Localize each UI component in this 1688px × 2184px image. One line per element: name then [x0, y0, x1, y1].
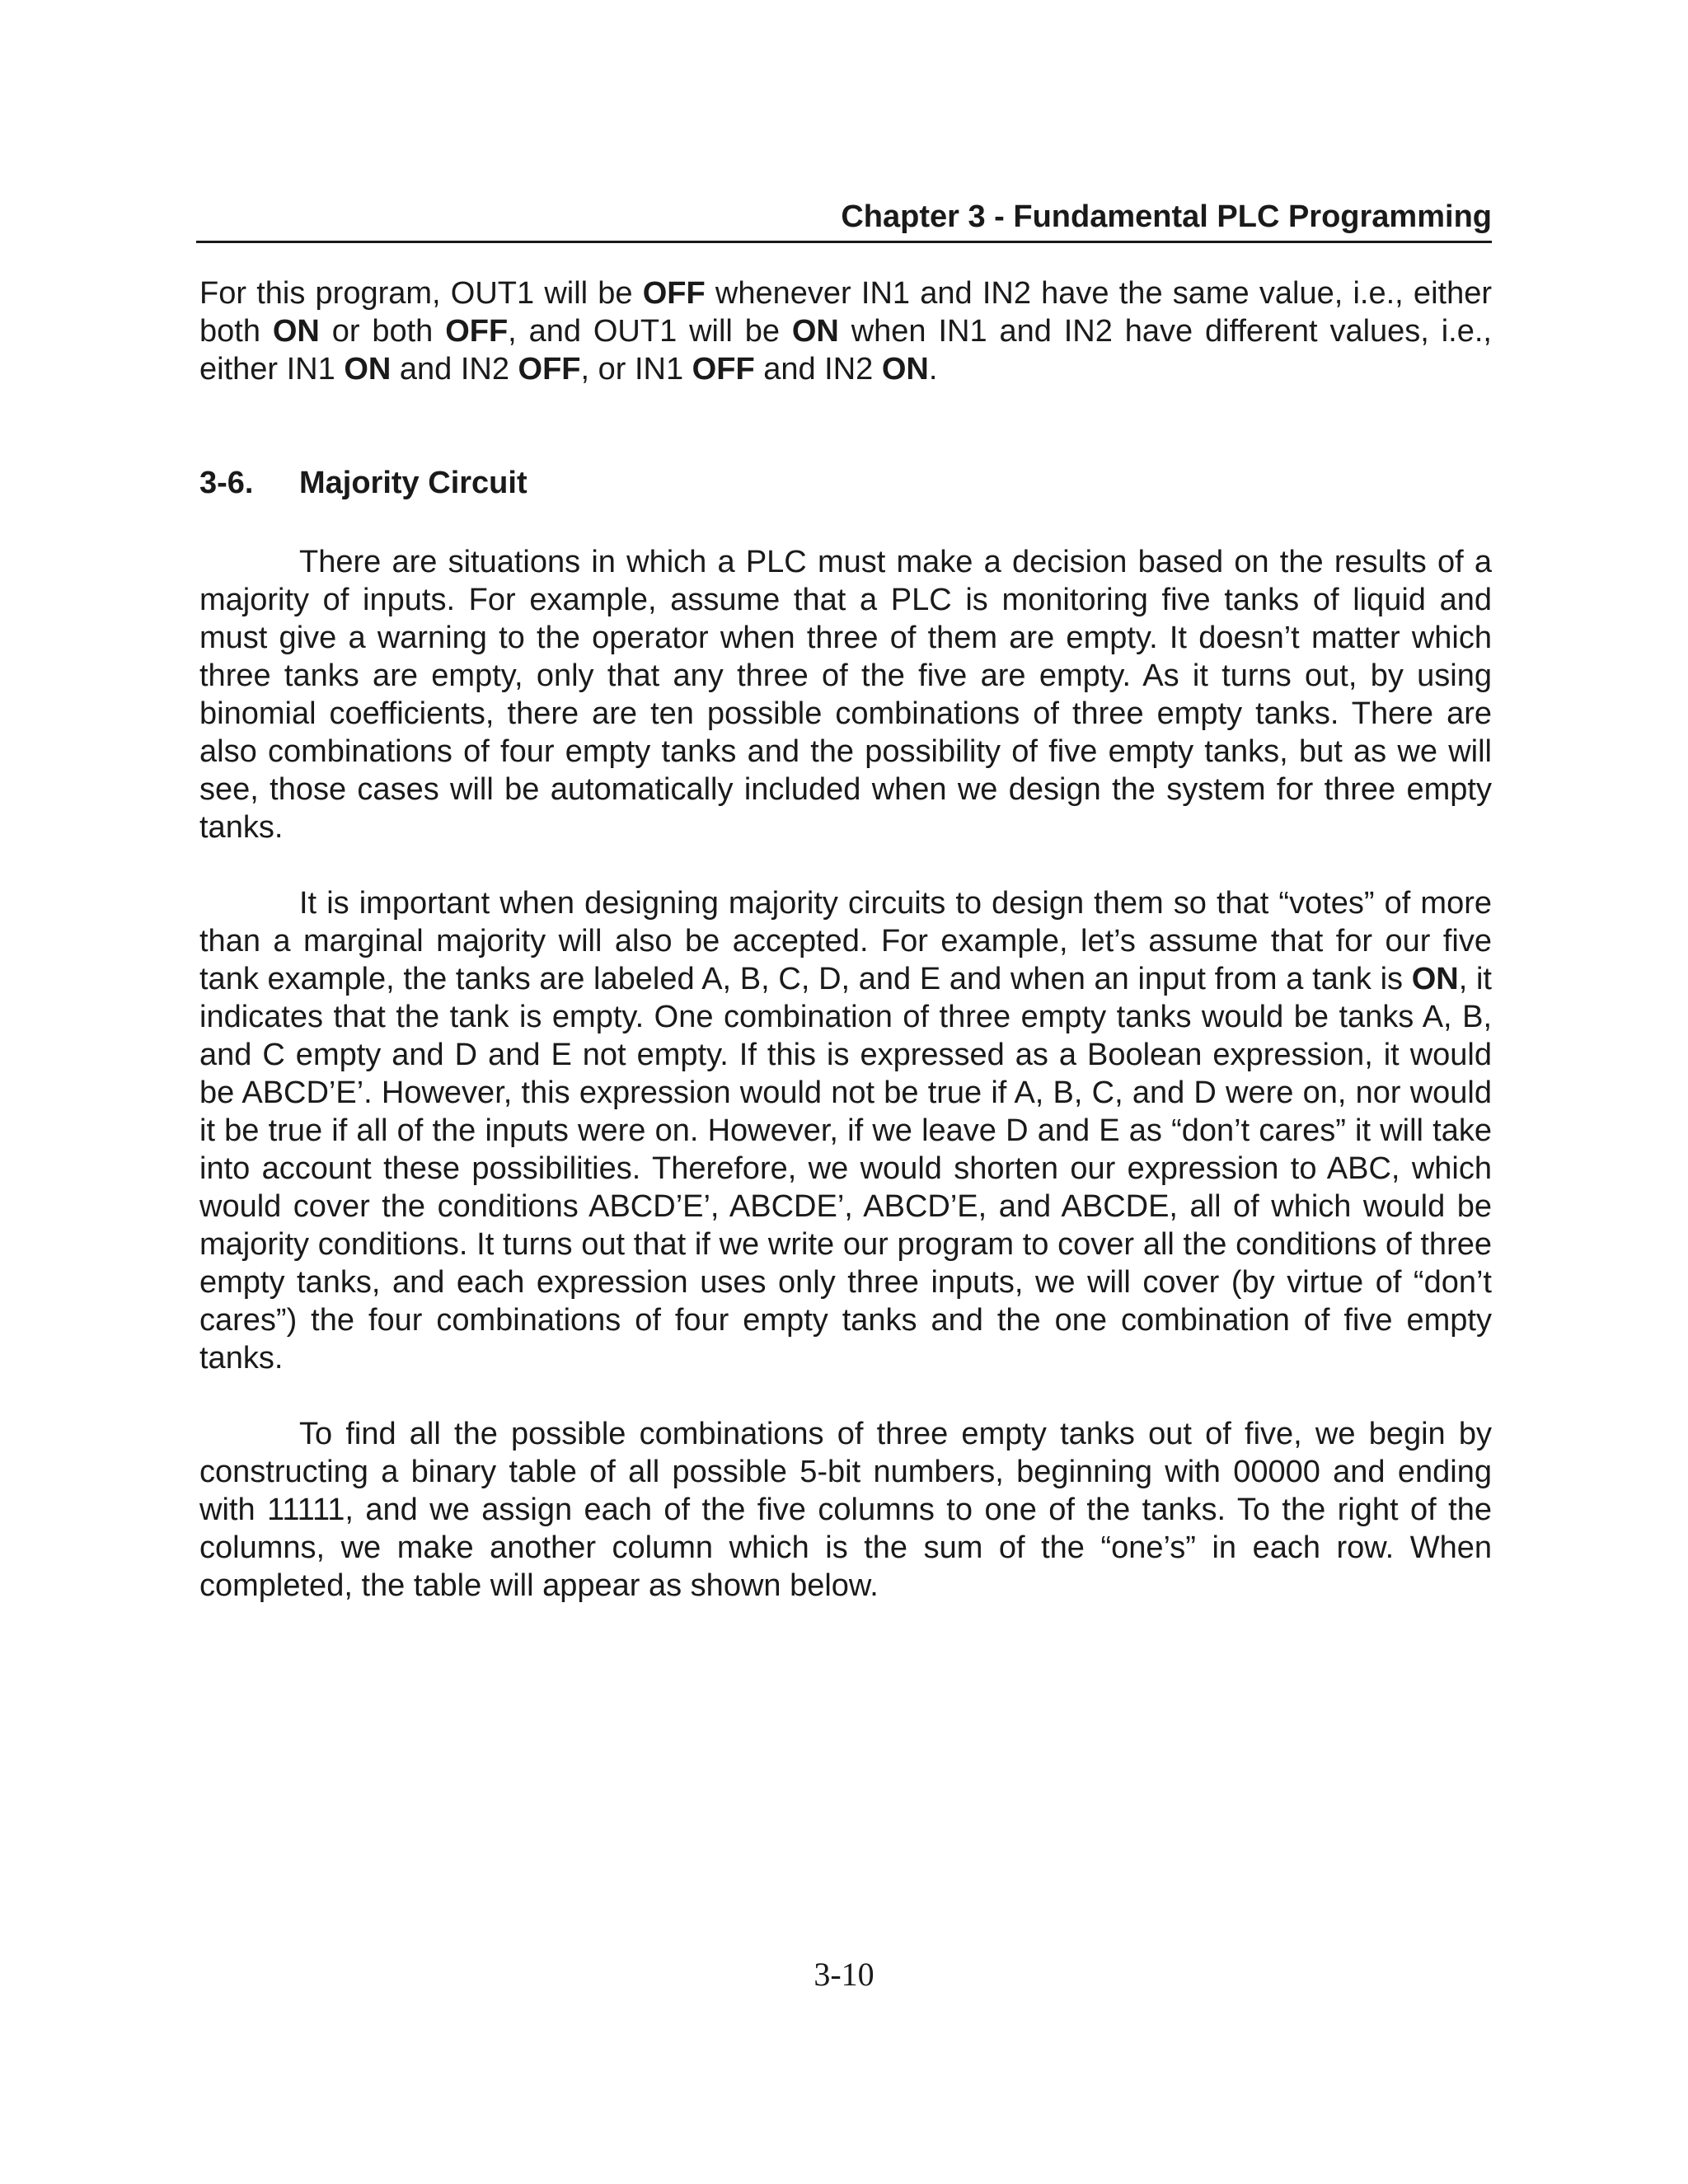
intro-text: and IN2 — [391, 352, 518, 387]
bold-off: OFF — [445, 314, 509, 349]
header-rule — [196, 241, 1492, 243]
section-number: 3-6. — [199, 466, 254, 500]
running-header: Chapter 3 - Fundamental PLC Programming — [841, 199, 1492, 234]
bold-off: OFF — [642, 276, 706, 311]
bold-on: ON — [1411, 962, 1459, 996]
paragraph-binary-table: To find all the possible combinations of three empty tanks out of five, we begin by constructing a binary table of all possible 5-bit numbers, beginning with 00000 and ending with 11111, and we assign each of the five columns to one of the tanks. To the right of the columns, we make another column which is the sum of the “one’s” in each row. When completed, the table will appear as shown below. — [199, 1417, 1492, 1603]
intro-text: or both — [319, 314, 446, 349]
intro-text: For this program, OUT1 will be — [199, 276, 643, 311]
intro-text: , and OUT1 will be — [508, 314, 792, 349]
paragraph-dont-cares — [199, 884, 1492, 1377]
intro-text: whenever IN1 and IN2 have the same value, i.e., either both — [199, 276, 1492, 349]
paragraph-majority-intro: There are situations in which a PLC must make a decision based on the results of a majority of inputs. For example, assume that a PLC is monitoring five tanks of liquid and must give a warning to the operator when three of them are empty. It doesn’t matter which three tanks are empty, only that any three of the five are empty. As it turns out, by using binomial coefficients, there are ten possible combinations of three empty tanks. There are also combinations of four empty tanks and the possibility of five empty tanks, but as we will see, those cases will be automatically included when we design the system for three empty tanks. — [199, 545, 1492, 845]
intro-text: when IN1 and IN2 have different values, i.e., either IN1 — [199, 314, 1492, 387]
bold-on: ON — [791, 314, 839, 349]
bold-on: ON — [344, 352, 392, 387]
section-heading — [199, 464, 528, 502]
intro-paragraph — [199, 274, 1492, 388]
bold-off: OFF — [518, 352, 581, 387]
bold-off: OFF — [692, 352, 755, 387]
paragraph-text: It is important when designing majority circuits to design them so that “votes” of more than a marginal majority will also be accepted. For example, let’s assume that for our five tank example, the tanks are labeled A, B, C, D, and E and when an input from a tank is — [199, 886, 1492, 996]
page-number: 3-10 — [814, 1956, 874, 1993]
bold-on: ON — [272, 314, 320, 349]
bold-on: ON — [881, 352, 929, 387]
intro-text: . — [928, 352, 938, 387]
paragraph-text: , it indicates that the tank is empty. One combination of three empty tanks would be tanks A, B, and C empty and D and E not empty. If this is expressed as a Boolean expression, it would be ABCD’E’. However, this expression would not be true if A, B, C, and D were on, nor would it be true if all of the inputs were on. However, if we leave D and E as “don’t cares” it will take into account these possibilities. Therefore, we would shorten our expression to ABC, which would cover the conditions ABCD’E’, ABCDE’, ABCD’E, and ABCDE, all of which would be majority conditions. It turns out that if we write our program to cover all the conditions of three empty tanks, and each expression uses only three inputs, we will cover (by virtue of “don’t cares”) the four combinations of four empty tanks and the one combination of five empty tanks. — [199, 962, 1492, 1376]
intro-text: and IN2 — [754, 352, 882, 387]
intro-text: , or IN1 — [580, 352, 692, 387]
section-title: Majority Circuit — [299, 466, 528, 500]
